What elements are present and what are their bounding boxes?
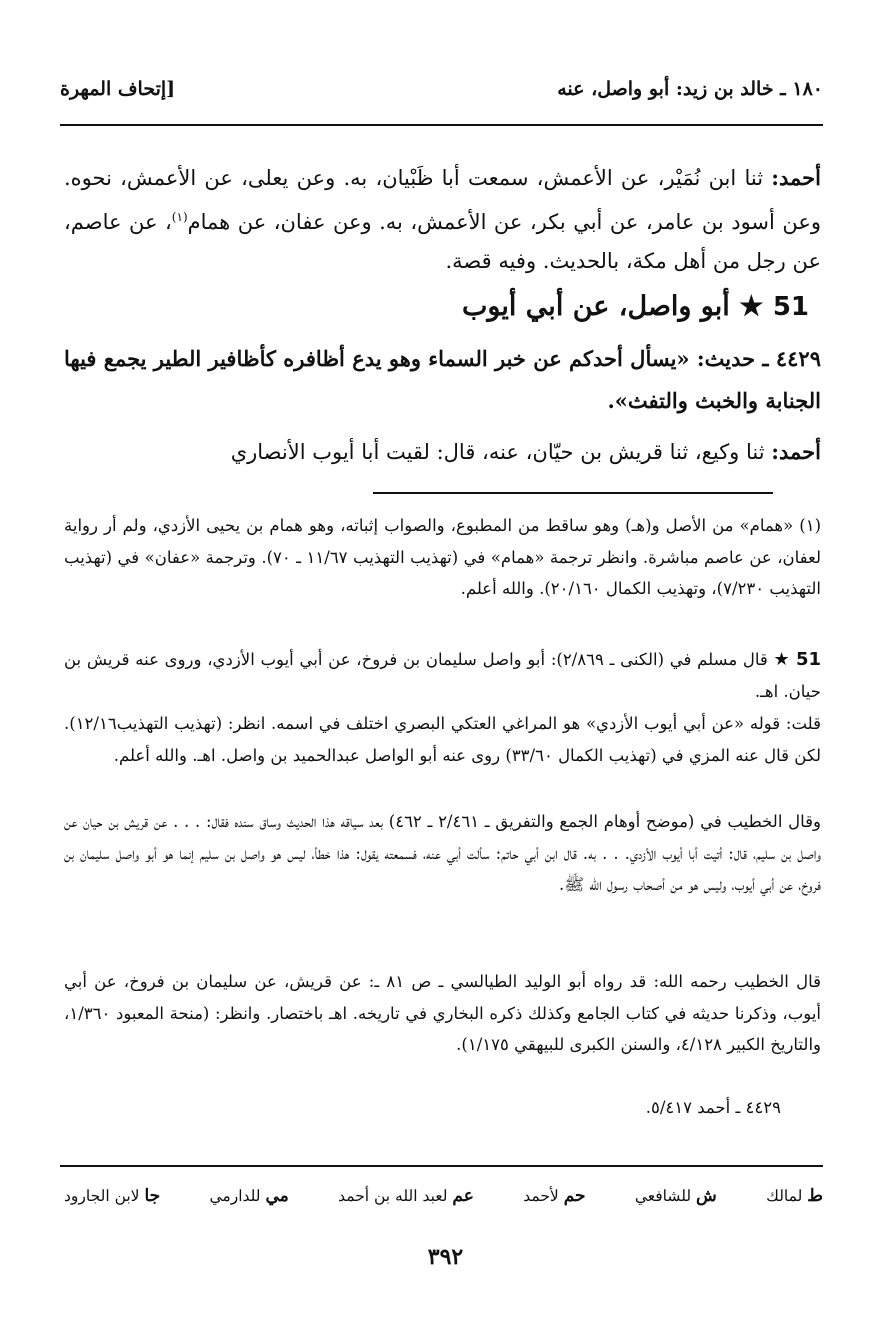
- chapter-title: أبو واصل، عن أبي أيوب: [462, 291, 730, 322]
- chapter-heading: [64, 291, 809, 322]
- legend-item: ط لمالك: [766, 1186, 823, 1206]
- header-rule: [60, 124, 823, 126]
- footnote-2: [64, 644, 821, 707]
- footnote-6: ٤٤٢٩ ـ أحمد ٥/٤١٧.: [645, 1098, 781, 1117]
- paragraph-tail: ، عن عاصم، عن رجل من أهل مكة، بالحديث. وفيه قصة.: [64, 210, 821, 273]
- footnote-marker: (١): [171, 210, 188, 224]
- footnote-1: (١) «همام» من الأصل و(هـ) وهو ساقط من المطبوع، والصواب إثباته، وهو همام بن يحيى الأزدي، ولم أر رواية لعفان، عن عاصم مباشرة. وانظر ترجمة «همام» في (تهذيب التهذيب ١١/٦٧ ـ ٧٠). وترجمة «عفان» في (تهذيب التهذيب ٧/٢٣٠)، وتهذيب الكمال ٢٠/١٦٠). والله أعلم.: [64, 516, 822, 598]
- narrator-label: أحمد:: [771, 165, 821, 190]
- header-book-title: [إتحاف المهرة: [60, 78, 176, 100]
- isnad-line: [64, 432, 821, 472]
- legend-rule: [60, 1165, 823, 1167]
- footnote-rule: [373, 492, 773, 494]
- chapter-number: 51: [772, 292, 809, 322]
- hadith-text: ٤٤٢٩ ـ حديث: «يسأل أحدكم عن خبر السماء وهو يدع أظافره كأظافير الطير يجمع فيها الجنابة والخبث والتفث».: [64, 346, 821, 413]
- isnad-text: ثنا وكيع، ثنا قريش بن حيّان، عنه، قال: لقيت أبا أيوب الأنصاري: [230, 440, 772, 464]
- footnote-2-text: قال مسلم في (الكنى ـ ٢/٨٦٩): أبو واصل سليمان بن فروخ، عن أبي أيوب الأزدي، وروى عنه قريش بن حيان. اهـ.: [64, 650, 821, 701]
- legend-item: حم لأحمد: [523, 1186, 586, 1206]
- paragraph-text: ثنا ابن نُمَيْر، عن الأعمش، سمعت أبا ظَبْيان، به. وعن يعلى، عن الأعمش، نحوه. وعن أسود بن عامر، عن أبي بكر، عن الأعمش، به. وعن عفان، عن همام: [64, 166, 821, 234]
- page-number: ٣٩٢: [427, 1244, 464, 1270]
- main-paragraph: [64, 158, 821, 281]
- footnote-3: قلت: قوله «عن أبي أيوب الأزدي» هو المراغي العتكي البصري اختلف في اسمه. انظر: (تهذيب التهذيب١٢/١٦). لكن قال عنه المزي في (تهذيب الكمال ٣٣/٦٠) روى عنه أبو الواصل عبدالحميد بن واصل. اهـ. والله أعلم.: [64, 714, 821, 765]
- legend-item: جا لابن الجارود: [64, 1186, 161, 1206]
- page-header: [60, 78, 823, 118]
- legend-item: عم لعبد الله بن أحمد: [338, 1186, 474, 1206]
- footnote-2-number: 51: [795, 649, 821, 670]
- abbreviation-legend: [64, 1186, 823, 1216]
- star-icon: ★: [773, 649, 791, 670]
- star-icon: ★: [739, 291, 764, 322]
- footnote-4: وقال الخطيب في (موضح أوهام الجمع والتفريق ـ ٢/٤٦١ ـ ٤٦٢) بعد سياقه هذا الحديث وساق سنده فقال: . . . عن قريش بن حيان عن واصل بن سليم، قال: أتيت أبا أيوب الأزدي. . . به. قال ابن أبي حاتم: سألت أبي عنه، فسمعته يقول: هذا خطأ، ليس هو واصل بن سليم إنما هو أبو واصل سليمان بن فروخ، عن أبي أيوب، وليس هو من أصحاب رسول الله ﷺ.: [64, 812, 821, 894]
- legend-item: مي للدارمي: [209, 1186, 289, 1206]
- legend-item: ش للشافعي: [634, 1186, 717, 1206]
- header-running-title: ١٨٠ ـ خالد بن زيد: أبو واصل، عنه: [557, 78, 823, 100]
- footnote-5: قال الخطيب رحمه الله: قد رواه أبو الوليد الطيالسي ـ ص ٨١ ـ: عن قريش، عن سليمان بن فروخ، عن أبي أيوب، وذكرنا حديثه في كتاب الجامع وكذلك ذكره البخاري في تاريخه. اهـ باختصار. وانظر: (منحة المعبود ١/٣٦٠، والتاريخ الكبير ٤/١٢٨، والسنن الكبرى للبيهقي ١/١٧٥).: [64, 972, 821, 1054]
- isnad-label: أحمد:: [771, 439, 821, 464]
